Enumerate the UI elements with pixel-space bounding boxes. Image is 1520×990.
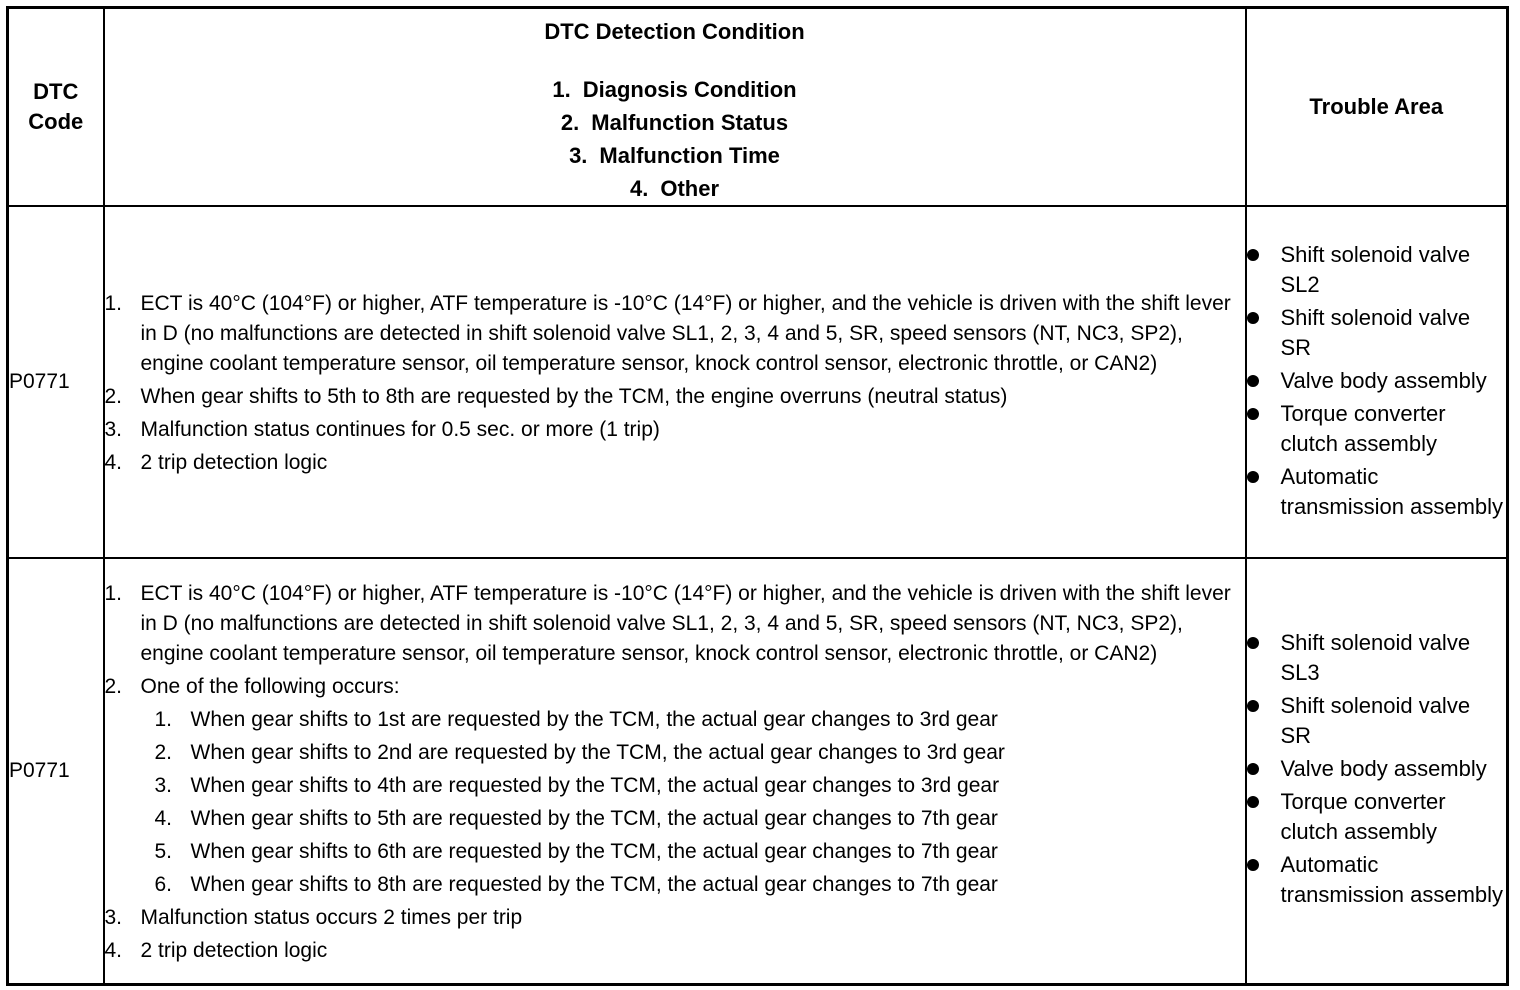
dtc-table bbox=[6, 6, 1509, 986]
trouble-area-item: Shift solenoid valve SR bbox=[1247, 303, 1507, 363]
dtc-code-header bbox=[8, 8, 104, 207]
bullet-icon bbox=[1247, 375, 1259, 387]
condition-item: 2. One of the following occurs: bbox=[104, 674, 400, 698]
detection-condition-cell bbox=[104, 206, 1246, 558]
bullet-icon bbox=[1247, 312, 1259, 324]
sub-condition-item: 2. When gear shifts to 2nd are requested by the TCM, the actual gear changes to 3rd gear bbox=[154, 740, 1005, 764]
detection-condition-cell bbox=[104, 558, 1246, 984]
dtc-code-cell: P0771 bbox=[8, 558, 104, 984]
bullet-icon bbox=[1247, 471, 1259, 483]
trouble-area-header: Trouble Area bbox=[1246, 8, 1508, 207]
condition-item: 1. ECT is 40°C (104°F) or higher, ATF temperature is -10°C (14°F) or higher, and the vehicle is driven with the shift lever in D (no malfunctions are detected in shift solenoid valve SL1, 2, 3, 4 and 5, SR, speed sensors (NT, NC3, SP2), engine coolant temperature sensor, oil temperature sensor, knock control sensor, electronic throttle, or CAN2) bbox=[104, 581, 1231, 665]
bullet-icon bbox=[1247, 408, 1259, 420]
trouble-area-item: Torque converter clutch assembly bbox=[1247, 399, 1507, 459]
detection-condition-legend bbox=[105, 73, 1245, 205]
trouble-area-item: Automatic transmission assembly bbox=[1247, 462, 1507, 522]
bullet-icon bbox=[1247, 249, 1259, 261]
dtc-code-header-line2: Code bbox=[28, 109, 84, 134]
legend-item: 1. Diagnosis Condition bbox=[552, 77, 797, 102]
detection-condition-header bbox=[104, 8, 1246, 207]
trouble-area-item: Shift solenoid valve SR bbox=[1247, 691, 1507, 751]
trouble-area-cell bbox=[1246, 206, 1508, 558]
table-row bbox=[8, 558, 1508, 984]
trouble-area-item: Shift solenoid valve SL2 bbox=[1247, 240, 1507, 300]
legend-item: 4. Other bbox=[629, 176, 720, 201]
legend-item: 2. Malfunction Status bbox=[560, 110, 789, 135]
trouble-area-item: Valve body assembly bbox=[1247, 754, 1507, 784]
bullet-icon bbox=[1247, 763, 1259, 775]
bullet-icon bbox=[1247, 700, 1259, 712]
trouble-area-item: Shift solenoid valve SL3 bbox=[1247, 628, 1507, 688]
detection-condition-title: DTC Detection Condition bbox=[544, 19, 805, 44]
condition-item: 4. 2 trip detection logic bbox=[104, 938, 328, 962]
sub-condition-item: 4. When gear shifts to 5th are requested by the TCM, the actual gear changes to 7th gear bbox=[154, 806, 998, 830]
condition-item: 4. 2 trip detection logic bbox=[104, 451, 328, 474]
trouble-area-item: Valve body assembly bbox=[1247, 366, 1507, 396]
dtc-code-cell: P0771 bbox=[8, 206, 104, 558]
legend-item: 3. Malfunction Time bbox=[569, 143, 780, 168]
dtc-code-header-line1: DTC bbox=[33, 79, 79, 104]
trouble-area-cell bbox=[1246, 558, 1508, 984]
trouble-area-item: Torque converter clutch assembly bbox=[1247, 787, 1507, 847]
sub-condition-item: 3. When gear shifts to 4th are requested by the TCM, the actual gear changes to 3rd gear bbox=[154, 773, 1000, 797]
condition-item: 3. Malfunction status occurs 2 times per trip bbox=[104, 905, 523, 929]
bullet-icon bbox=[1247, 859, 1259, 871]
sub-condition-item: 6. When gear shifts to 8th are requested by the TCM, the actual gear changes to 7th gear bbox=[154, 872, 998, 896]
condition-item: 1. ECT is 40°C (104°F) or higher, ATF temperature is -10°C (14°F) or higher, and the vehicle is driven with the shift lever in D (no malfunctions are detected in shift solenoid valve SL1, 2, 3, 4 and 5, SR, speed sensors (NT, NC3, SP2), engine coolant temperature sensor, oil temperature sensor, knock control sensor, electronic throttle, or CAN2) bbox=[104, 292, 1231, 375]
table-row bbox=[8, 206, 1508, 558]
header-row bbox=[8, 8, 1508, 207]
bullet-icon bbox=[1247, 796, 1259, 808]
bullet-icon bbox=[1247, 637, 1259, 649]
condition-item: 3. Malfunction status continues for 0.5 sec. or more (1 trip) bbox=[104, 418, 660, 441]
sub-condition-item: 1. When gear shifts to 1st are requested by the TCM, the actual gear changes to 3rd gear bbox=[154, 707, 998, 731]
condition-item: 2. When gear shifts to 5th to 8th are requested by the TCM, the engine overruns (neutral status) bbox=[104, 385, 1008, 408]
sub-condition-item: 5. When gear shifts to 6th are requested by the TCM, the actual gear changes to 7th gear bbox=[154, 839, 998, 863]
trouble-area-item: Automatic transmission assembly bbox=[1247, 850, 1507, 910]
